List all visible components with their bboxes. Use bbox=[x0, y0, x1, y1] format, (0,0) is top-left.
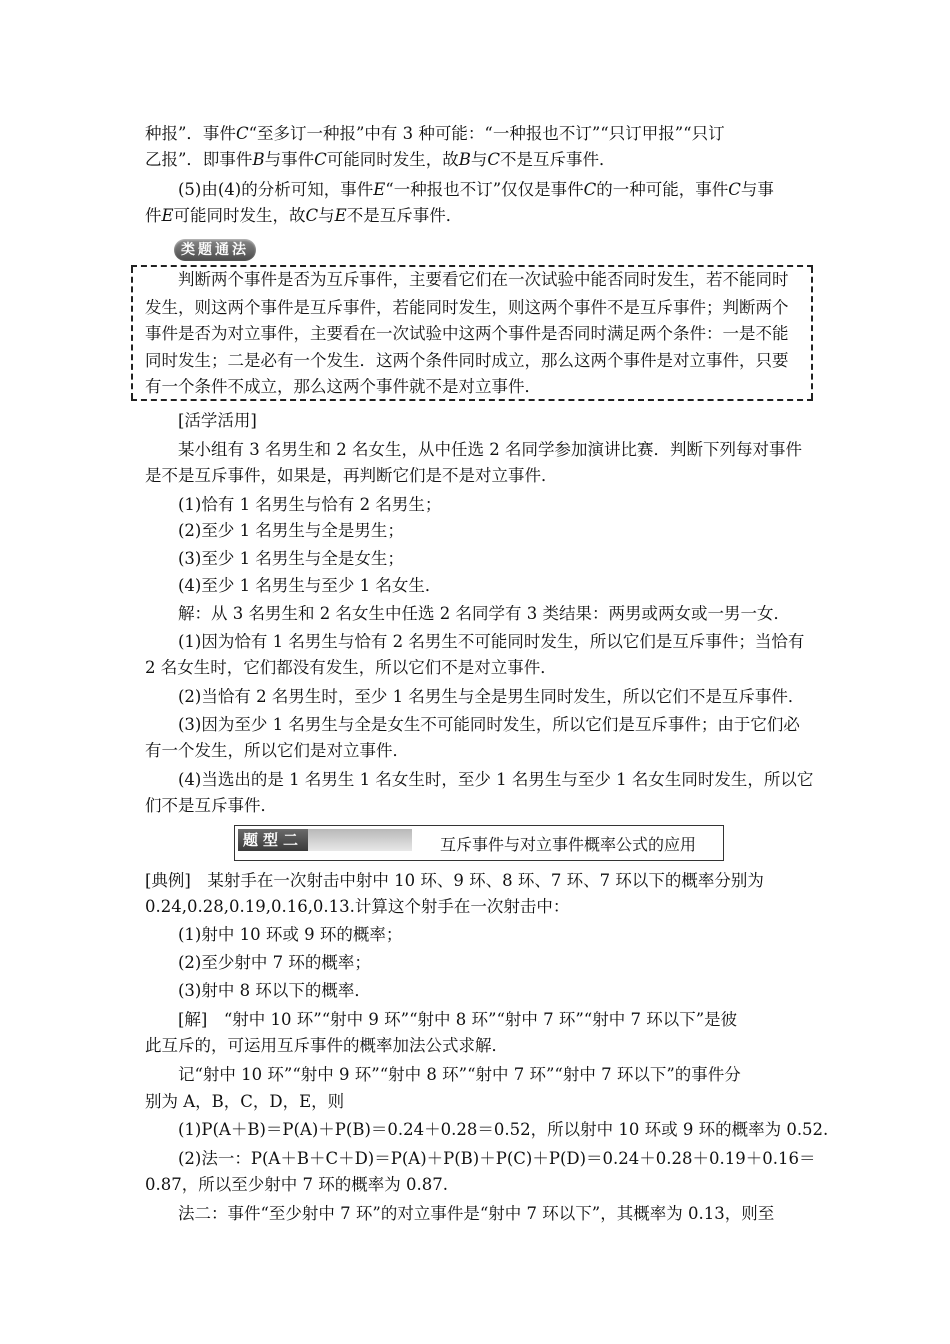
text-line: (5)由(4)的分析可知，事件E“一种报也不订”仅仅是事件C的一种可能，事件C与事 bbox=[178, 180, 774, 199]
practice-line: (1)因为恰有 1 名男生与恰有 2 名男生不可能同时发生，所以它们是互斥事件；当恰有 bbox=[178, 632, 805, 651]
method-line: 同时发生；二是必有一个发生．这两个条件同时成立，那么这两个事件是对立事件，只要 bbox=[145, 351, 789, 370]
practice-line: (2)当恰有 2 名男生时，至少 1 名男生与全是男生同时发生，所以它们不是互斥事件． bbox=[178, 687, 805, 706]
method-line: 有一个条件不成立，那么这两个事件就不是对立事件． bbox=[145, 377, 541, 396]
example-line: (1)P(A＋B)＝P(A)＋P(B)＝0.24＋0.28＝0.52，所以射中 10 环或 9 环的概率为 0.52. bbox=[178, 1120, 829, 1139]
practice-line: 们不是互斥事件． bbox=[145, 796, 277, 815]
example-line: 记“射中 10 环”“射中 9 环”“射中 8 环”“射中 7 环”“射中 7 环以下”的事件分 bbox=[178, 1065, 741, 1084]
practice-line: 2 名女生时，它们都没有发生，所以它们不是对立事件． bbox=[145, 658, 557, 677]
practice-line: 有一个发生，所以它们是对立事件． bbox=[145, 741, 409, 760]
practice-line: (1)恰有 1 名男生与恰有 2 名男生； bbox=[178, 495, 442, 514]
example-line: 此互斥的，可运用互斥事件的概率加法公式求解． bbox=[145, 1036, 508, 1055]
type-label-tail bbox=[308, 829, 412, 851]
example-line: (2)至少射中 7 环的概率； bbox=[178, 953, 371, 972]
text-line: 乙报”．即事件B与事件C可能同时发生，故B与C不是互斥事件． bbox=[145, 150, 616, 169]
method-line: 发生，则这两个事件是互斥事件，若能同时发生，则这两个事件不是互斥事件；判断两个 bbox=[145, 298, 789, 317]
practice-line: (3)因为至少 1 名男生与全是女生不可能同时发生，所以它们是互斥事件；由于它们必 bbox=[178, 715, 800, 734]
method-badge: 类题通法 bbox=[174, 239, 256, 261]
practice-line: 解：从 3 名男生和 2 名女生中任选 2 名同学有 3 类结果：两男或两女或一男一女． bbox=[178, 604, 790, 623]
example-line: (1)射中 10 环或 9 环的概率； bbox=[178, 925, 403, 944]
practice-heading: [活学活用] bbox=[178, 411, 257, 430]
method-line: 事件是否为对立事件，主要看在一次试验中这两个事件是否同时满足两个条件：一是不能 bbox=[145, 324, 789, 343]
example-line: (2)法一：P(A＋B＋C＋D)＝P(A)＋P(B)＋P(C)＋P(D)＝0.24＋0.28＋0.19＋0.16＝ bbox=[178, 1149, 816, 1168]
type-title: 互斥事件与对立事件概率公式的应用 bbox=[440, 835, 697, 854]
example-line: 0.24,0.28,0.19,0.16,0.13.计算这个射手在一次射击中： bbox=[145, 897, 570, 916]
type-header bbox=[234, 825, 724, 861]
practice-line: (3)至少 1 名男生与全是女生； bbox=[178, 549, 404, 568]
practice-line: 是不是互斥事件，如果是，再判断它们是不是对立事件． bbox=[145, 466, 558, 485]
example-line: [解] “射中 10 环”“射中 9 环”“射中 8 环”“射中 7 环”“射中 7 环以下”是彼 bbox=[178, 1010, 738, 1029]
type-label: 题型二 bbox=[238, 829, 308, 851]
text-line: 种报”．事件C“至多订一种报”中有 3 种可能：“一种报也不订”“只订甲报”“只订 bbox=[145, 124, 725, 143]
practice-line: (4)至少 1 名男生与至少 1 名女生． bbox=[178, 576, 442, 595]
example-line: (3)射中 8 环以下的概率． bbox=[178, 981, 371, 1000]
practice-line: (4)当选出的是 1 名男生 1 名女生时，至少 1 名男生与至少 1 名女生同时发生，所以它 bbox=[178, 770, 814, 789]
practice-line: (2)至少 1 名男生与全是男生； bbox=[178, 521, 404, 540]
method-line: 判断两个事件是否为互斥事件，主要看它们在一次试验中能否同时发生，若不能同时 bbox=[178, 270, 789, 289]
example-line: 别为 A，B，C，D，E，则 bbox=[145, 1092, 345, 1111]
practice-line: 某小组有 3 名男生和 2 名女生，从中任选 2 名同学参加演讲比赛．判断下列每对事件 bbox=[178, 440, 802, 459]
example-line: 0.87，所以至少射中 7 环的概率为 0.87. bbox=[145, 1175, 448, 1194]
example-line: 法二：事件“至少射中 7 环”的对立事件是“射中 7 环以下”，其概率为 0.13，则至 bbox=[178, 1204, 775, 1223]
example-line: [典例] 某射手在一次射击中射中 10 环、9 环、8 环、7 环、7 环以下的概率分别为 bbox=[145, 871, 764, 890]
text-line: 件E可能同时发生，故C与E不是互斥事件． bbox=[145, 206, 463, 225]
